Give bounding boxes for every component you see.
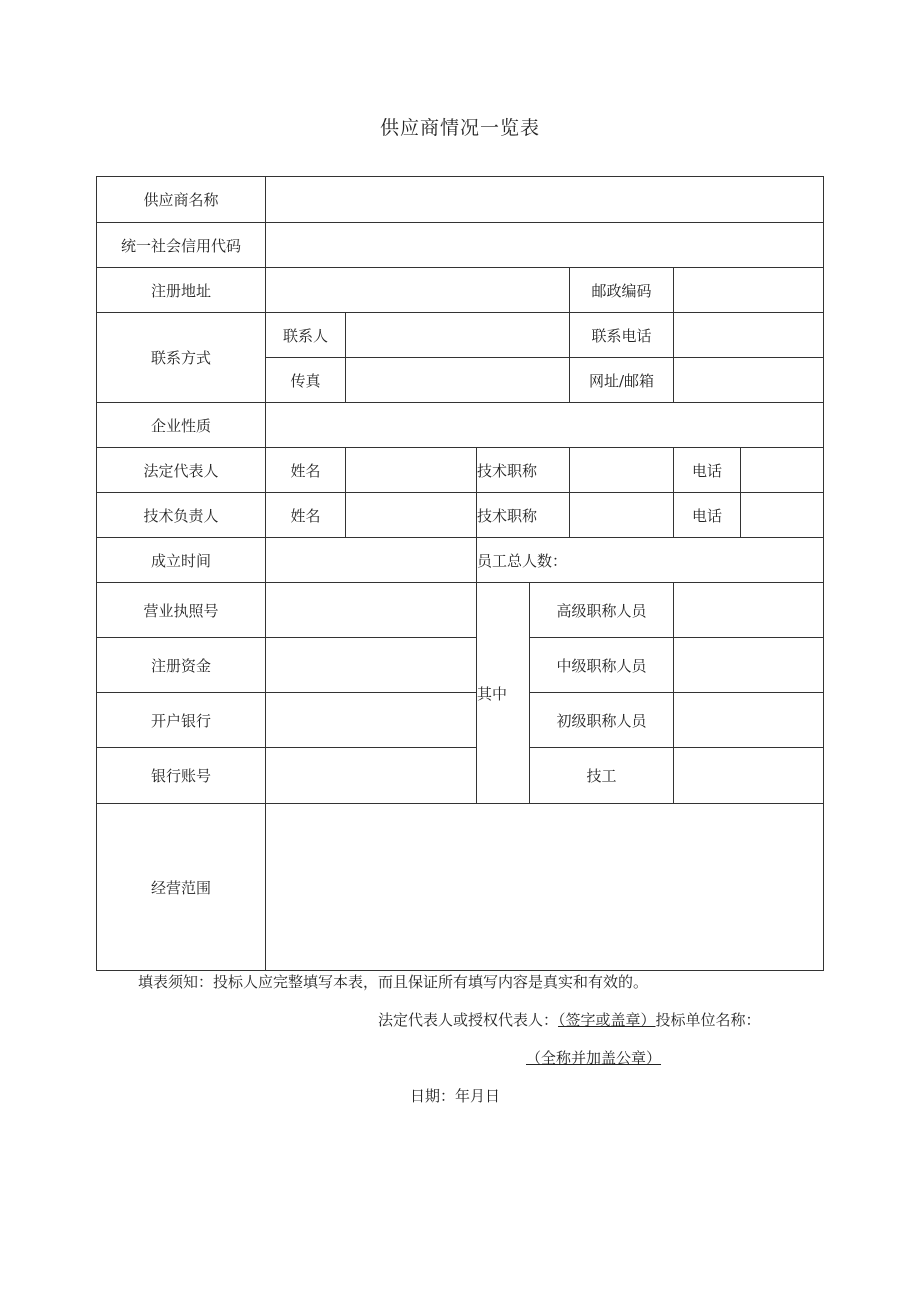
technician-field[interactable] — [674, 748, 824, 804]
table-row — [97, 223, 824, 268]
mid-staff-label: 中级职称人员 — [530, 638, 674, 693]
reg-address-field[interactable] — [266, 268, 570, 313]
legal-rep-label: 法定代表人 — [97, 448, 266, 493]
supplier-name-label: 供应商名称 — [97, 177, 266, 223]
bank-account-field[interactable] — [266, 748, 477, 804]
legal-rep-phone-label: 电话 — [674, 448, 741, 493]
tech-lead-name-label: 姓名 — [266, 493, 346, 538]
license-no-label: 营业执照号 — [97, 583, 266, 638]
contact-method-label: 联系方式 — [97, 313, 266, 403]
table-row — [97, 693, 824, 748]
business-scope-label: 经营范围 — [97, 804, 266, 971]
reg-capital-field[interactable] — [266, 638, 477, 693]
supplier-info-table — [96, 176, 824, 971]
table-row — [97, 268, 824, 313]
enterprise-type-field[interactable] — [266, 403, 824, 448]
business-scope-field[interactable] — [266, 804, 824, 971]
table-row — [97, 493, 824, 538]
postal-code-field[interactable] — [674, 268, 824, 313]
contact-phone-label: 联系电话 — [570, 313, 674, 358]
legal-rep-phone-field[interactable] — [741, 448, 824, 493]
founded-label: 成立时间 — [97, 538, 266, 583]
founded-field[interactable] — [266, 538, 477, 583]
credit-code-field[interactable] — [266, 223, 824, 268]
among-label: 其中 — [477, 583, 530, 804]
bank-label: 开户银行 — [97, 693, 266, 748]
tech-lead-phone-field[interactable] — [741, 493, 824, 538]
table-row — [97, 748, 824, 804]
bidder-name-label: 投标单位名称： — [655, 1011, 761, 1029]
seal-hint: （全称并加盖公章） — [526, 1049, 662, 1067]
form-title: 供应商情况一览表 — [379, 117, 540, 139]
credit-code-label: 统一社会信用代码 — [97, 223, 266, 268]
technician-label: 技工 — [530, 748, 674, 804]
table-row — [97, 448, 824, 493]
legal-rep-title-field[interactable] — [570, 448, 674, 493]
signature-line — [378, 1009, 761, 1030]
website-email-label: 网址/邮箱 — [570, 358, 674, 403]
legal-rep-title-label: 技术职称 — [477, 448, 570, 493]
senior-staff-label: 高级职称人员 — [530, 583, 674, 638]
signature-hint: （签字或盖章） — [558, 1011, 656, 1029]
signature-prefix: 法定代表人或授权代表人： — [378, 1011, 559, 1029]
table-row — [97, 583, 824, 638]
table-row — [97, 538, 824, 583]
tech-lead-title-label: 技术职称 — [477, 493, 570, 538]
table-row — [97, 403, 824, 448]
junior-staff-label: 初级职称人员 — [530, 693, 674, 748]
fill-notice: 填表须知：投标人应完整填写本表，而且保证所有填写内容是真实和有效的。 — [138, 973, 649, 991]
fax-label: 传真 — [266, 358, 346, 403]
postal-code-label: 邮政编码 — [570, 268, 674, 313]
license-no-field[interactable] — [266, 583, 477, 638]
table-row — [97, 177, 824, 223]
bank-field[interactable] — [266, 693, 477, 748]
table-row — [97, 804, 824, 971]
reg-address-label: 注册地址 — [97, 268, 266, 313]
tech-lead-title-field[interactable] — [570, 493, 674, 538]
tech-lead-label: 技术负责人 — [97, 493, 266, 538]
legal-rep-name-field[interactable] — [346, 448, 477, 493]
table-row — [97, 313, 824, 358]
contact-person-label: 联系人 — [266, 313, 346, 358]
tech-lead-name-field[interactable] — [346, 493, 477, 538]
contact-person-field[interactable] — [346, 313, 570, 358]
mid-staff-field[interactable] — [674, 638, 824, 693]
contact-phone-field[interactable] — [674, 313, 824, 358]
tech-lead-phone-label: 电话 — [674, 493, 741, 538]
bank-account-label: 银行账号 — [97, 748, 266, 804]
reg-capital-label: 注册资金 — [97, 638, 266, 693]
legal-rep-name-label: 姓名 — [266, 448, 346, 493]
date-line: 日期：年月日 — [410, 1087, 501, 1105]
enterprise-type-label: 企业性质 — [97, 403, 266, 448]
supplier-name-field[interactable] — [266, 177, 824, 223]
total-employees-label[interactable]: 员工总人数： — [477, 538, 824, 583]
senior-staff-field[interactable] — [674, 583, 824, 638]
fax-field[interactable] — [346, 358, 570, 403]
junior-staff-field[interactable] — [674, 693, 824, 748]
table-row — [97, 638, 824, 693]
website-email-field[interactable] — [674, 358, 824, 403]
